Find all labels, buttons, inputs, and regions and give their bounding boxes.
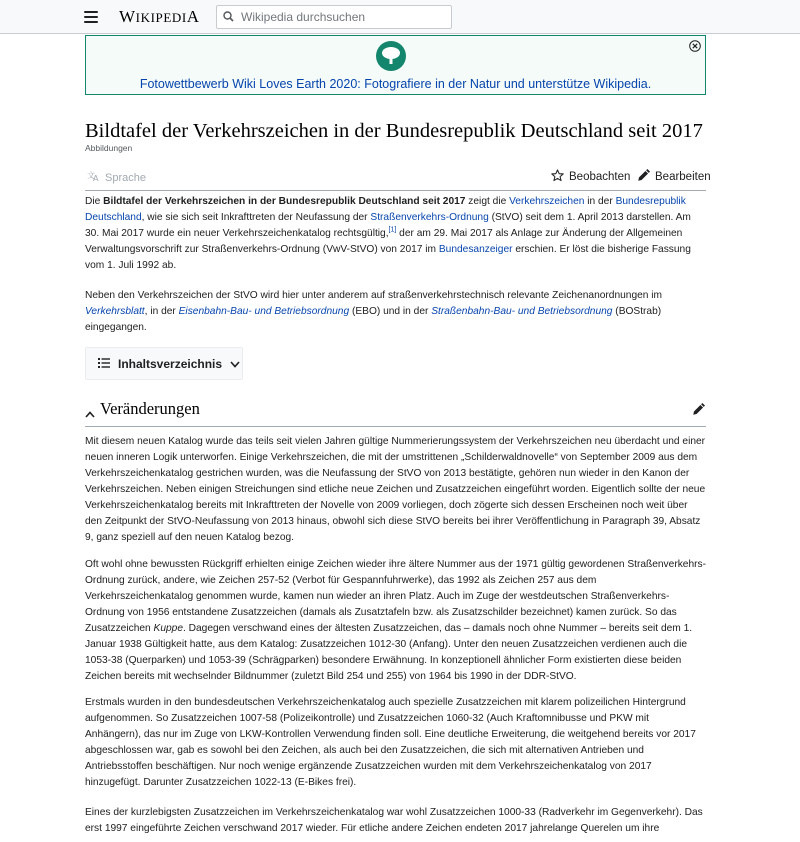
table-of-contents-button[interactable] [85,347,243,380]
link-ebo[interactable]: Eisenbahn-Bau- und Betriebsordnung [178,306,350,317]
link-bundesrepublik[interactable]: Bundesrepublik Deutschland [85,196,686,223]
intro-paragraph-2 [85,288,707,336]
edit-label: Bearbeiten [655,171,711,183]
logo-letters: IKIPEDI [135,10,187,25]
text-run: Oft wohl ohne bewussten Rückgriff erhielten einige Zeichen wieder ihre ältere Nummer aus der 1971 gültig gewordenen Straßenverkehrs-Ordnung zurück, andere, wie Zeichen 257-52 (Verbot für Gespannfuhrwerke), das 1992 als Zeichen 257 aus dem Verkehrszeichenkatalog genommen wurde, kamen nun wieder an ihren Platz. Auch im Zuge der westdeutschen Straßenverkehrs-Ordnung von 1956 entstandene Zusatzzeichen (damals als Zusatztafeln bzw. als Zusatzschilder bezeichnet) kamen zurück. So das Zusatzzeichen [85,559,707,634]
section-paragraph-1: Mit diesem neuen Katalog wurde das teils seit vielen Jahren gültige Nummerierungssystem der Verkehrszeichen neu überdacht und einer neuen inneren Logik unterworfen. Einige Verkehrszeichen, die mit der umstrittenen „Schilderwaldnovelle“ von September 2009 aus dem Verkehrszeichenkatalog gestrichen wurden, was die Neufassung der StVO von 2013 bestätigte, gehören nun wieder in den Kanon der Verkehrszeichen. Neben einigen Streichungen sind etliche neue Zeichen und Zusatzzeichen eingeführt worden. Eigentlich sollte der neue Verkehrszeichenkatalog bereits mit Inkrafttreten der Novelle von 2009 vorliegen, doch zögerte sich dessen Erscheinen noch weit über den Zeitpunkt der StVO-Neufassung von 2013 hinaus, obwohl sich diese StVO bereits bei ihrer Veröffentlichung in Paragraph 39, Absatz 9, ganz speziell auf den neuen Katalog bezog. [85,436,706,543]
link-bundesanzeiger[interactable]: Bundesanzeiger [438,244,513,255]
watch-button[interactable] [551,169,630,185]
wikipedia-logo[interactable] [119,7,200,27]
link-bostrab[interactable]: Straßenbahn-Bau- und Betriebsordnung [431,306,613,317]
svg-text:文: 文 [87,171,95,180]
top-header [0,0,800,34]
toc-label: Inhaltsverzeichnis [118,356,223,371]
language-icon [87,170,100,185]
text-run: , in der [144,306,179,317]
svg-text:A: A [93,174,99,182]
page-title: Bildtafel der Verkehrszeichen in der Bundesrepublik Deutschland seit 2017 [85,120,703,142]
reference-link[interactable]: [1] [388,226,397,234]
intro-paragraph-1 [85,194,707,274]
italic-text: Kuppe [153,623,183,634]
section-paragraph-4: Eines der kurzlebigsten Zusatzzeichen im Verkehrszeichenkatalog war wohl Zusatzzeichen 1000-33 (Radverkehr im Gegenverkehr). Das erst 1997 eingeführte Zeichen verschwand 2017 wieder. Für etliche andere Zeichen endeten 2017 jahrelange Querelen um ihre [85,807,703,834]
section-paragraph-3: Erstmals wurden in den bundesdeutschen Verkehrszeichenkatalog auch spezielle Zusatzzeichen mit klarem polizeilichen Hintergrund aufgenommen. So Zusatzzeichen 1007-58 (Polizeikontrolle) und Zusatzzeichen 1060-32 (Auch Kraftomnibusse und PKW mit Anhängern), das nur im Zuge von LKW-Kontrollen Verwendung finden soll. Eine deutliche Erweiterung, die weitgehend bereits vor 2017 abgeschlossen war, gab es sowohl bei den Zeichen, als auch bei den Zusatzzeichen, die sich mit alternativen Antrieben und Antriebsstoffen beschäftigen. Nur noch wenige ergänzende Zusatzzeichen wurden mit dem Verkehrszeichenkatalog von 2017 hinzugefügt. Darunter Zusatzzeichen 1022-13 (E-Bikes frei). [85,697,696,788]
campaign-banner [85,35,706,95]
main-content [0,34,800,842]
text-run: Neben den Verkehrszeichen der StVO wird hier unter anderem auf straßenverkehrstechnisch relevante Zeichenanordnungen im [85,290,663,301]
chevron-down-icon [230,357,240,371]
section-header-veraenderungen [85,397,706,427]
logo-letter-a: A [186,7,200,26]
text-run: in der [584,196,616,207]
logo-letter-w: W [119,7,136,26]
menu-icon[interactable] [84,11,98,22]
language-button[interactable] [87,170,146,185]
list-icon [98,357,110,371]
pencil-icon [637,169,650,185]
search-box[interactable] [216,5,452,29]
text-run: der am 29. Mai 2017 als Anlage zur Änderung der Allgemeinen Verwaltungsvorschrift zur Straßenverkehrs-Ordnung (VwV-StVO) von 2017 im [85,228,683,255]
text-run: (EBO) und in der [349,306,432,317]
language-label: Sprache [105,171,146,184]
tree-icon [376,41,406,71]
edit-button[interactable] [637,169,711,185]
link-verkehrszeichen[interactable]: Verkehrszeichen [509,196,585,207]
banner-message-link[interactable]: Fotowettbewerb Wiki Loves Earth 2020: Fotografiere in der Natur und unterstütze Wikipedia. [139,77,652,91]
page-subtitle: Abbildungen [85,143,133,153]
text-run: erschien. Er löst die bisherige Fassung vom 1. Juli 1992 ab. [85,244,691,271]
watch-label: Beobachten [569,171,631,183]
text-run: zeigt die [465,196,510,207]
link-stvo[interactable]: Straßenverkehrs-Ordnung [370,212,489,223]
section-edit-icon[interactable] [692,403,705,421]
page-toolbar [85,164,711,191]
text-run: (BOStrab) eingegangen. [85,306,662,333]
search-input[interactable] [239,10,439,24]
close-icon[interactable] [689,39,701,51]
section-paragraph-2 [85,557,707,685]
text-run: . Dagegen verschwand eines der ältesten Zusatzzeichen, das – damals noch ohne Nummer – bereits seit dem 1. Januar 1938 Gültigkeit hatte, aus dem Katalog: Zusatzzeichen 1012-30 (Anfang). Unter den neuen Zusatzzeichen verdienen auch die 1053-38 (Querparken) und 1053-39 (Schrägparken) besondere Erwähnung. In konzeptionell ähnlicher Form existierten diese beiden Zeichen bereits mit wechselnder Bildnummer (zuletzt Bild 254 und 255) von 1964 bis 1990 in der DDR-StVO. [85,623,693,682]
text-run: Die [85,196,104,207]
section-heading: Veränderungen [100,399,200,418]
star-icon [551,169,564,185]
link-verkehrsblatt[interactable]: Verkehrsblatt [85,306,145,317]
bold-text: Bildtafel der Verkehrszeichen in der Bundesrepublik Deutschland seit 2017 [103,196,466,207]
text-run: , wie sie sich seit Inkrafttreten der Neufassung der [141,212,371,223]
search-icon [219,6,239,28]
chevron-up-icon[interactable] [85,405,95,423]
text-run: (StVO) seit dem 1. April 2013 darstellen. Am 30. Mai 2017 wurde ein neuer Verkehrszeichenkatalog rechtsgültig, [85,212,691,239]
